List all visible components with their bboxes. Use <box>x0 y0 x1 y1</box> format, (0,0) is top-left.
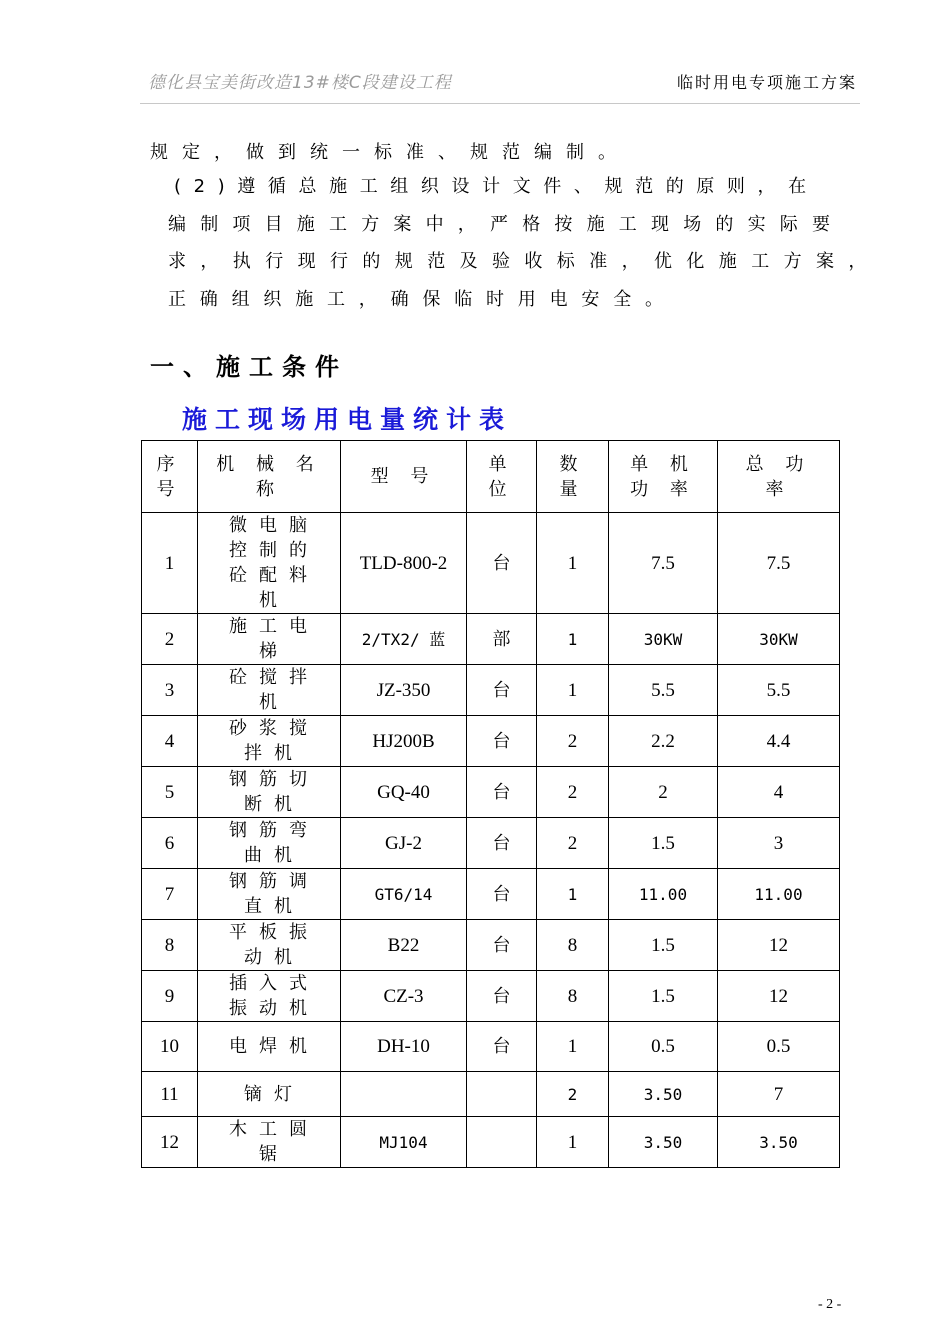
cell-seq: 12 <box>142 1117 198 1168</box>
machine-name-line: 砂浆搅 <box>229 718 319 739</box>
header-divider <box>140 103 860 104</box>
cell-quantity: 8 <box>537 920 609 971</box>
cell-unit: 台 <box>467 716 537 767</box>
cell-total-power: 11.00 <box>718 869 840 920</box>
machine-name-line: 钢筋弯 <box>229 820 319 841</box>
cell-unit: 台 <box>467 818 537 869</box>
machine-name-line: 拌机 <box>244 743 304 764</box>
table-row <box>142 1022 840 1072</box>
cell-quantity: 2 <box>537 716 609 767</box>
cell-machine-name <box>198 1117 341 1168</box>
cell-quantity: 1 <box>537 1117 609 1168</box>
cell-total-power: 30KW <box>718 614 840 665</box>
cell-unit: 台 <box>467 869 537 920</box>
cell-unit: 台 <box>467 665 537 716</box>
cell-machine-name <box>198 716 341 767</box>
paragraph-line-4: 求，执行现行的规范及验收标准，优化施工方案， <box>168 251 881 272</box>
cell-total-power: 4.4 <box>718 716 840 767</box>
cell-seq: 10 <box>142 1022 198 1072</box>
table-title: 施工现场用电量统计表 <box>182 405 513 434</box>
cell-model: GT6/14 <box>341 869 467 920</box>
cell-unit-power: 1.5 <box>609 920 718 971</box>
machine-name-line: 微电脑 <box>229 515 319 536</box>
machine-name-line: 砼搅拌 <box>229 667 319 688</box>
machine-name-line: 控制的 <box>229 540 319 561</box>
cell-unit-power: 2 <box>609 767 718 818</box>
table-row <box>142 1117 840 1168</box>
machine-name-line: 振动机 <box>229 998 319 1019</box>
cell-model <box>341 1072 467 1117</box>
header-document-title: 临时用电专项施工方案 <box>676 73 857 92</box>
cell-unit <box>467 1072 537 1117</box>
cell-seq: 3 <box>142 665 198 716</box>
cell-machine-name <box>198 1022 341 1072</box>
table-row <box>142 716 840 767</box>
cell-model: GQ-40 <box>341 767 467 818</box>
cell-seq: 1 <box>142 513 198 614</box>
cell-unit-power: 11.00 <box>609 869 718 920</box>
machine-name-line: 电焊机 <box>229 1036 319 1057</box>
cell-quantity: 2 <box>537 767 609 818</box>
header-machine-name: 机 械 名 称 <box>198 441 341 513</box>
cell-total-power: 5.5 <box>718 665 840 716</box>
cell-total-power: 7 <box>718 1072 840 1117</box>
paragraph-line-5: 正确组织施工，确保临时用电安全。 <box>168 289 677 310</box>
machine-name-line: 机 <box>259 590 289 611</box>
section-title: 一、施工条件 <box>150 353 348 381</box>
cell-seq: 2 <box>142 614 198 665</box>
cell-seq: 5 <box>142 767 198 818</box>
header-unit: 单 位 <box>467 441 537 513</box>
machine-name-line: 梯 <box>259 641 289 662</box>
cell-machine-name <box>198 818 341 869</box>
header-seq: 序 号 <box>142 441 198 513</box>
cell-model: 2/TX2/ 蓝 <box>341 614 467 665</box>
machine-name-line: 动机 <box>244 947 304 968</box>
table-row <box>142 1072 840 1117</box>
cell-seq: 6 <box>142 818 198 869</box>
machine-name-line: 锯 <box>259 1144 289 1165</box>
machine-name-line: 施工电 <box>229 616 319 637</box>
page-number: - 2 - <box>818 1297 842 1312</box>
cell-quantity: 1 <box>537 869 609 920</box>
header-quantity: 数 量 <box>537 441 609 513</box>
power-usage-table <box>141 440 840 1168</box>
machine-name-line: 平板振 <box>229 922 319 943</box>
cell-seq: 4 <box>142 716 198 767</box>
table-row <box>142 869 840 920</box>
cell-model: GJ-2 <box>341 818 467 869</box>
cell-model: TLD-800-2 <box>341 513 467 614</box>
machine-name-line: 直机 <box>244 896 304 917</box>
cell-quantity: 2 <box>537 1072 609 1117</box>
cell-total-power: 12 <box>718 971 840 1022</box>
cell-total-power: 0.5 <box>718 1022 840 1072</box>
cell-unit: 部 <box>467 614 537 665</box>
table-row <box>142 767 840 818</box>
cell-machine-name <box>198 614 341 665</box>
cell-unit: 台 <box>467 767 537 818</box>
cell-machine-name <box>198 1072 341 1117</box>
machine-name-line: 插入式 <box>229 973 319 994</box>
cell-model: CZ-3 <box>341 971 467 1022</box>
header-unit-power: 单 机 功 率 <box>609 441 718 513</box>
cell-model: DH-10 <box>341 1022 467 1072</box>
cell-unit: 台 <box>467 513 537 614</box>
cell-seq: 9 <box>142 971 198 1022</box>
cell-machine-name <box>198 920 341 971</box>
cell-quantity: 1 <box>537 513 609 614</box>
header-project-title: 德化县宝美街改造13#楼C段建设工程 <box>148 73 452 93</box>
paragraph-line-1: 规定，做到统一标准、规范编制。 <box>150 142 630 163</box>
cell-quantity: 1 <box>537 614 609 665</box>
cell-machine-name <box>198 869 341 920</box>
cell-model: JZ-350 <box>341 665 467 716</box>
header-model: 型 号 <box>341 441 467 513</box>
machine-name-line: 机 <box>259 692 289 713</box>
cell-total-power: 12 <box>718 920 840 971</box>
cell-unit-power: 1.5 <box>609 818 718 869</box>
cell-total-power: 3 <box>718 818 840 869</box>
cell-unit-power: 3.50 <box>609 1117 718 1168</box>
machine-name-line: 断机 <box>244 794 304 815</box>
cell-unit-power: 30KW <box>609 614 718 665</box>
cell-total-power: 7.5 <box>718 513 840 614</box>
paragraph-line-2: (2)遵循总施工组织设计文件、规范的原则，在 <box>174 176 819 197</box>
cell-seq: 11 <box>142 1072 198 1117</box>
cell-quantity: 1 <box>537 1022 609 1072</box>
paragraph-line-3: 编制项目施工方案中，严格按施工现场的实际要 <box>168 214 845 235</box>
cell-unit-power: 5.5 <box>609 665 718 716</box>
cell-unit-power: 0.5 <box>609 1022 718 1072</box>
cell-unit-power: 3.50 <box>609 1072 718 1117</box>
cell-model: MJ104 <box>341 1117 467 1168</box>
cell-unit: 台 <box>467 920 537 971</box>
cell-machine-name <box>198 513 341 614</box>
cell-unit: 台 <box>467 971 537 1022</box>
cell-machine-name <box>198 971 341 1022</box>
cell-unit-power: 1.5 <box>609 971 718 1022</box>
machine-name-line: 镝灯 <box>244 1083 304 1105</box>
cell-unit-power: 7.5 <box>609 513 718 614</box>
machine-name-line: 钢筋调 <box>229 871 319 892</box>
table-row <box>142 920 840 971</box>
cell-seq: 8 <box>142 920 198 971</box>
machine-name-line: 砼配料 <box>229 565 319 586</box>
machine-name-line: 钢筋切 <box>229 769 319 790</box>
cell-total-power: 4 <box>718 767 840 818</box>
cell-model: HJ200B <box>341 716 467 767</box>
cell-machine-name <box>198 767 341 818</box>
cell-unit <box>467 1117 537 1168</box>
table-header-row <box>142 441 840 513</box>
table-row <box>142 614 840 665</box>
machine-name-line: 木工圆 <box>229 1119 319 1140</box>
table-row <box>142 665 840 716</box>
header-total-power: 总 功 率 <box>718 441 840 513</box>
table-body <box>142 513 840 1168</box>
cell-quantity: 1 <box>537 665 609 716</box>
cell-unit: 台 <box>467 1022 537 1072</box>
machine-name-line: 曲机 <box>244 845 304 866</box>
table-row <box>142 818 840 869</box>
cell-unit-power: 2.2 <box>609 716 718 767</box>
table-row <box>142 513 840 614</box>
cell-machine-name <box>198 665 341 716</box>
cell-seq: 7 <box>142 869 198 920</box>
table-row <box>142 971 840 1022</box>
cell-model: B22 <box>341 920 467 971</box>
cell-quantity: 8 <box>537 971 609 1022</box>
cell-total-power: 3.50 <box>718 1117 840 1168</box>
cell-quantity: 2 <box>537 818 609 869</box>
